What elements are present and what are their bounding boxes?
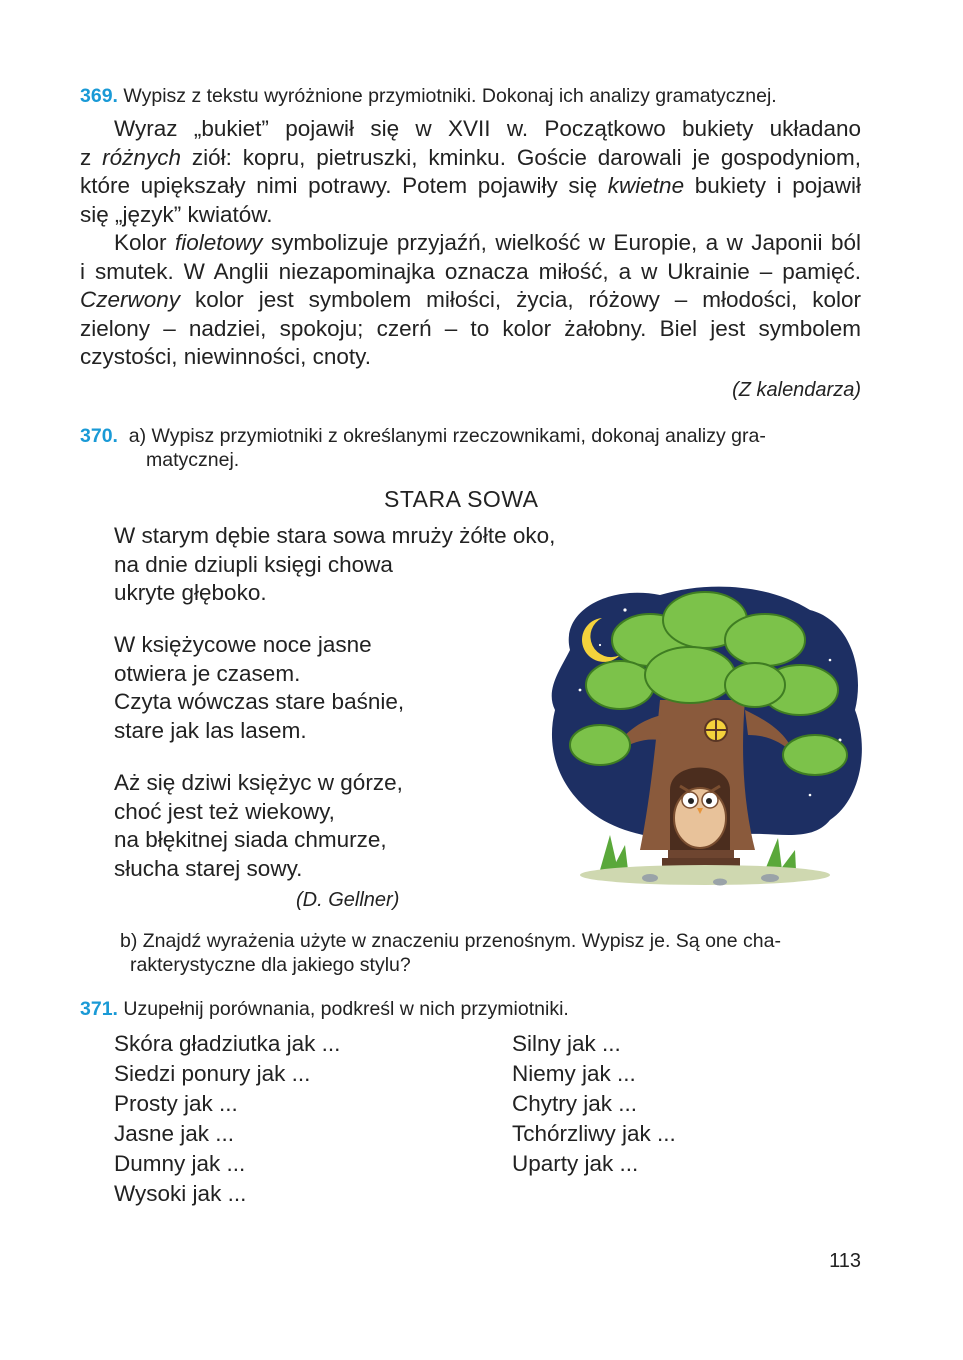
poem-line: na dnie dziupli księgi chowa — [114, 551, 393, 577]
text-line: się „język” kwiatów. — [80, 201, 273, 227]
text-paragraph-1 — [80, 115, 861, 229]
poem-line: ukryte głęboko. — [114, 580, 267, 606]
comparison-item: Tchórzliwy jak ... — [512, 1121, 676, 1146]
instruction-text: rakterystyczne dla jakiego stylu? — [130, 954, 411, 976]
text-line: i smutek. W Anglii niezapominajka oznacza miłość, a w Ukrainie – pamięć. — [80, 258, 861, 284]
comparison-item: Uparty jak ... — [512, 1151, 639, 1176]
comparison-item: Dumny jak ... — [114, 1151, 246, 1176]
text-line: z różnych ziół: kopru, pietruszki, kminku. Goście darowali je gospodyniom, — [80, 144, 861, 170]
instruction-text: a) Wypisz przymiotniki z określanymi rzeczownikami, dokonaj analizy gra- — [128, 425, 766, 447]
instruction-text: matycznej. — [146, 449, 240, 471]
instruction-text: b) Znajdź wyrażenia użyte w znaczeniu przenośnym. Wypisz je. Są one cha- — [120, 930, 781, 952]
exercise-369-instruction — [80, 84, 870, 108]
text-line: Wyraz „bukiet” pojawił się w XVII w. Początkowo bukiety układano — [114, 116, 861, 141]
poem-stanza-3 — [114, 769, 403, 883]
source-citation: (Z kalendarza) — [732, 379, 861, 401]
exercise-370-part-b — [120, 929, 865, 977]
comparison-item: Chytry jak ... — [512, 1091, 638, 1116]
poem-stanza-1 — [114, 522, 555, 608]
instruction-text: Uzupełnij porównania, podkreśl w nich przymiotniki. — [123, 998, 569, 1020]
instruction-text: Wypisz z tekstu wyróżnione przymiotniki. Dokonaj ich analizy gramatycznej. — [123, 85, 777, 107]
poem-stanza-2 — [114, 631, 404, 745]
poem-line: na błękitnej siada chmurze, — [114, 827, 387, 853]
poem-line: Aż się dziwi księżyc w górze, — [114, 770, 403, 795]
exercise-371-instruction — [80, 997, 870, 1021]
comparison-item: Siedzi ponury jak ... — [114, 1061, 311, 1086]
text-line: czystości, niewinności, cnoty. — [80, 344, 371, 370]
owl-icon — [674, 786, 726, 848]
poem-title: STARA SOWA — [384, 486, 539, 512]
comparison-item: Prosty jak ... — [114, 1091, 238, 1116]
owl-tree-illustration — [540, 580, 870, 895]
poem-line: słucha starej sowy. — [114, 855, 303, 881]
text-paragraph-2 — [80, 229, 861, 372]
comparison-item: Skóra gładziutka jak ... — [114, 1031, 341, 1056]
poem-line: W starym dębie stara sowa mruży żółte oko, — [114, 523, 556, 548]
comparison-item: Jasne jak ... — [114, 1121, 235, 1146]
text-line: zielony – nadziei, spokoju; czerń – to kolor żałobny. Biel jest symbolem — [80, 315, 861, 341]
exercise-number: 370. — [80, 425, 118, 447]
comparison-item: Wysoki jak ... — [114, 1181, 247, 1206]
poem-line: otwiera je czasem. — [114, 660, 301, 686]
poem-author: (D. Gellner) — [296, 889, 400, 911]
text-line: Kolor fioletowy symbolizuje przyjaźń, wielkość w Europie, a w Japonii ból — [114, 230, 861, 255]
comparisons-right-column — [512, 1029, 676, 1179]
exercise-number: 369. — [80, 85, 118, 107]
poem-line: choć jest też wiekowy, — [114, 798, 335, 824]
comparison-item: Silny jak ... — [512, 1031, 621, 1056]
text-line: Czerwony kolor jest symbolem miłości, życia, różowy – młodości, kolor — [80, 287, 861, 313]
poem-line: stare jak las lasem. — [114, 717, 307, 743]
poem-line: W księżycowe noce jasne — [114, 632, 372, 657]
page-number: 113 — [829, 1250, 861, 1272]
text-line: które upiększały nimi potrawy. Potem pojawiły się kwietne bukiety i pojawił — [80, 173, 861, 199]
poem-line: Czyta wówczas stare baśnie, — [114, 689, 405, 715]
comparison-item: Niemy jak ... — [512, 1061, 636, 1086]
exercise-370-part-a — [80, 424, 870, 472]
comparisons-left-column — [114, 1029, 340, 1209]
exercise-number: 371. — [80, 998, 118, 1020]
